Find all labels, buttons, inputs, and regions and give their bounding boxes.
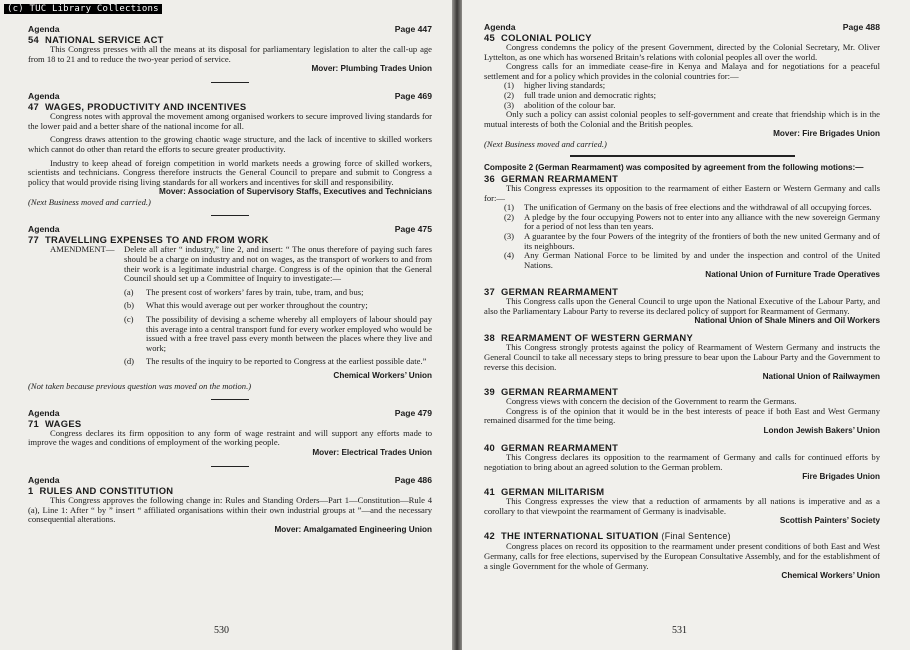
mover: Mover: Plumbing Trades Union [311,64,432,74]
agenda-page-ref: Page 469 [394,91,432,102]
mover: National Union of Shale Miners and Oil Workers [694,316,880,326]
motion-number: 47 [28,101,40,113]
motion-items [484,203,880,270]
motion-text: This Congress expresses the view that a reduction of armaments by all nations is imperative and as a corollary to that viewpoint the rearmament of Germany is inadvisable. [484,496,880,516]
item-label: (b) [124,300,135,311]
motion-number: 41 [484,486,496,498]
motion-text: Congress places on record its opposition to the rearmament under present conditions of both East and West Germany, calls for free elections, supervised by the European Consultative Assembly, and for the establishment of a single Government for the whole of Germany. [484,541,880,571]
motion-text: This Congress approves the following change in: Rules and Standing Orders—Part 1—Constitution—Rule 4 (a), Line 1: After “ by ” insert “ affiliated organisations within their own industrial groups at ”—and the necessary consequential alterations. [28,495,432,525]
mover: Mover: Fire Brigades Union [773,129,880,139]
amendment [50,245,432,283]
motion-number: 71 [28,417,40,429]
motion-text: Congress notes with approval the movement among organised workers to secure improved living standards for the lower paid and a better share of the national income for all. [28,111,432,131]
motion-title: GERMAN REARMAMENT [501,172,619,184]
motion-subtitle: (Final Sentence) [661,531,731,542]
motion-number: 37 [484,286,496,298]
item-label: (1) [504,202,515,213]
item-text: The possibility of devising a scheme whereby all employers of labour should pay this average into a central transport fund for every worker employed who would be issued with a free travel pass every month between the places where they live and work; [146,313,432,353]
item-label: (4) [504,250,515,261]
colonial-items [484,81,880,110]
procedural-note: (Next Business moved and carried.) [484,139,607,150]
motion-number: 38 [484,332,496,344]
motion-number: 54 [28,34,40,45]
motion-text: Congress is of the opinion that it would be in the best interests of peace if both East and West Germany remained disarmed for the time being. [484,405,880,426]
motion-number: 45 [484,32,496,43]
agenda-page-ref: Page 447 [394,24,432,34]
motion-title: RULES AND CONSTITUTION [39,485,174,497]
item-text: full trade union and democratic rights; [524,89,656,100]
list-item [504,251,880,270]
agenda-label: Agenda [28,24,60,34]
motion-text: Industry to keep ahead of foreign competition in world markets needs a growing force of skilled workers, scientists and technicians. Congress therefore instructs the General Council to prepare and submit to Congress a policy that would provide rising living standards for all workers and incentives for skill and responsibility. [28,157,432,187]
motion-title: GERMAN REARMAMENT [501,286,619,298]
right-page [462,0,910,650]
amendment-items [124,288,432,367]
motion-text: Congress calls for an immediate cease-fire in Kenya and Malaya and for negotiations for a peaceful settlement and for a policy which provides in the colonial countries for:— [484,61,880,81]
agenda-header [28,24,432,34]
motion-number: 36 [484,172,496,184]
list-item [504,213,880,232]
motion-number: 42 [484,530,496,542]
motion-number: 77 [28,234,40,246]
mover: National Union of Railwaymen [762,372,880,382]
mover: Chemical Workers’ Union [333,370,432,380]
motion-title: THE INTERNATIONAL SITUATION [501,530,659,542]
item-text: Any German National Force to be limited by and under the inspection and control of the United Nations. [524,250,880,270]
agenda-label: Agenda [28,224,60,235]
item-text: The present cost of workers’ fares by train, tube, tram, and bus; [146,286,364,297]
motion-title: COLONIAL POLICY [501,32,592,43]
list-item [124,315,432,353]
item-label: (3) [504,230,515,241]
left-page [0,0,452,650]
item-text: abolition of the colour bar. [524,99,616,110]
motion-title: REARMAMENT OF WESTERN GERMANY [501,332,694,344]
agenda-header [28,91,432,101]
agenda-header [484,22,880,32]
motion-number: 1 [28,485,34,497]
procedural-note: (Not taken because previous question was moved on the motion.) [28,380,252,391]
mover: Fire Brigades Union [802,472,880,482]
motion-text: This Congress declares its opposition to the rearmament of Germany and calls for continued efforts by negotiation to bring about an agreed solution to the German problem. [484,452,880,472]
item-text: The results of the inquiry to be reported to Congress at the earliest possible date.” [146,356,427,367]
composite-note: Composite 2 (German Rearmament) was composited by agreement from the following motions:— [484,163,864,173]
divider [211,82,249,83]
item-label: (a) [124,286,134,297]
divider [211,466,249,467]
motion-text: This Congress strongly protests against the policy of Rearmament of Western Germany and instructs the General Council to take all necessary steps to bring pressure to bear upon the Labour Party and the Government to reverse this decision. [484,342,880,372]
agenda-label: Agenda [28,475,60,486]
divider [211,215,249,216]
item-label: (d) [124,356,135,367]
item-text: The unification of Germany on the basis of free elections and the withdrawal of all occupying forces. [524,202,872,213]
item-label: (2) [504,211,515,222]
mover: Mover: Association of Supervisory Staffs, Executives and Technicians [159,187,432,197]
motion-title: WAGES [45,417,82,429]
item-text: A pledge by the four occupying Powers not to enter into any alliance with the new sovereign Germany for a period of not less than ten years. [524,211,880,232]
motion-title: GERMAN REARMAMENT [501,442,619,454]
motion-text: Congress condemns the policy of the present Government, directed by the Colonial Secretary, Mr. Oliver Lyttelton, as one which has worsened Britain’s relations with colonial peoples all over the world. [484,42,880,62]
agenda-label: Agenda [484,22,516,32]
motion-text: This Congress calls upon the General Council to urge upon the National Executive of the Labour Party, and also the Parliamentary Labour Party to reverse its declared policy of support for Rearmament of Germany. [484,296,880,316]
motion-title: TRAVELLING EXPENSES TO AND FROM WORK [45,234,269,246]
mover: Mover: Amalgamated Engineering Union [274,524,432,534]
motion-number: 40 [484,442,496,454]
motion-text: Congress draws attention to the growing chaotic wage structure, and the lack of incentive to skilled workers which cannot do other than retard the efforts to secure greater productivity. [28,134,432,154]
item-text: What this would average out per worker throughout the country; [146,300,368,311]
page-number: 531 [672,625,687,636]
agenda-page-ref: Page 475 [394,224,432,235]
motion-text: Only such a policy can assist colonial peoples to self-government and create that friendship which is in the mutual interests of both the Colonial and the British peoples. [484,109,880,129]
procedural-note: (Next Business moved and carried.) [28,197,151,208]
motion-title: WAGES, PRODUCTIVITY AND INCENTIVES [45,101,247,113]
mover: National Union of Furniture Trade Operatives [705,270,880,280]
agenda-header [28,475,432,485]
agenda-page-ref: Page 488 [842,22,880,32]
agenda-label: Agenda [28,407,60,418]
item-label: (3) [504,99,515,110]
page-number: 530 [214,625,229,636]
watermark: (c) TUC Library Collections [4,4,162,14]
agenda-page-ref: Page 486 [394,475,432,486]
motion-title: NATIONAL SERVICE ACT [45,34,164,45]
item-text: higher living standards; [524,80,606,91]
motion-text: Congress declares its firm opposition to any form of wage restraint and will support any efforts made to improve the wages and conditions of employment of the working people. [28,427,432,448]
item-label: (c) [124,313,134,324]
motion-title: GERMAN REARMAMENT [501,386,619,398]
divider [570,155,795,157]
motion-number: 39 [484,386,496,398]
mover: Chemical Workers’ Union [781,571,880,581]
agenda-header [28,224,432,234]
agenda-page-ref: Page 479 [394,407,432,418]
list-item [124,288,432,298]
amendment-label: AMENDMENT— [50,244,115,255]
motion-title: GERMAN MILITARISM [501,486,605,498]
mover: Scottish Painters’ Society [779,516,880,526]
agenda-header [28,408,432,418]
motion-text: Congress views with concern the decision of the Government to rearm the Germans. [506,396,797,407]
item-label: (2) [504,89,515,100]
list-item [504,232,880,251]
item-text: A guarantee by the four Powers of the integrity of the frontiers of both the new united Germany and of its neighbours. [524,230,880,251]
list-item [124,301,432,311]
divider [211,399,249,400]
list-item [124,357,432,367]
mover: Mover: Electrical Trades Union [312,448,432,458]
motion-text: This Congress presses with all the means at its disposal for parliamentary legislation to alter the call-up age from 18 to 21 and to reduce the two-year period of service. [28,44,432,64]
agenda-label: Agenda [28,91,60,102]
mover: London Jewish Bakers’ Union [763,426,880,436]
motion-text: This Congress expresses its opposition to the rearmament of either Eastern or Western Germany and calls for:— [484,182,880,203]
book-gutter [452,0,462,650]
item-label: (1) [504,80,515,91]
amendment-text: Delete all after “ industry,” line 2, and insert: “ The onus therefore of paying such fares should be a charge on industry and not on wages, as the transport of workers to and from their work is a legitimate industrial charge. Congress is of the opinion that the General Council should set up a Committee of Inquiry to investigate:— [124,244,432,284]
